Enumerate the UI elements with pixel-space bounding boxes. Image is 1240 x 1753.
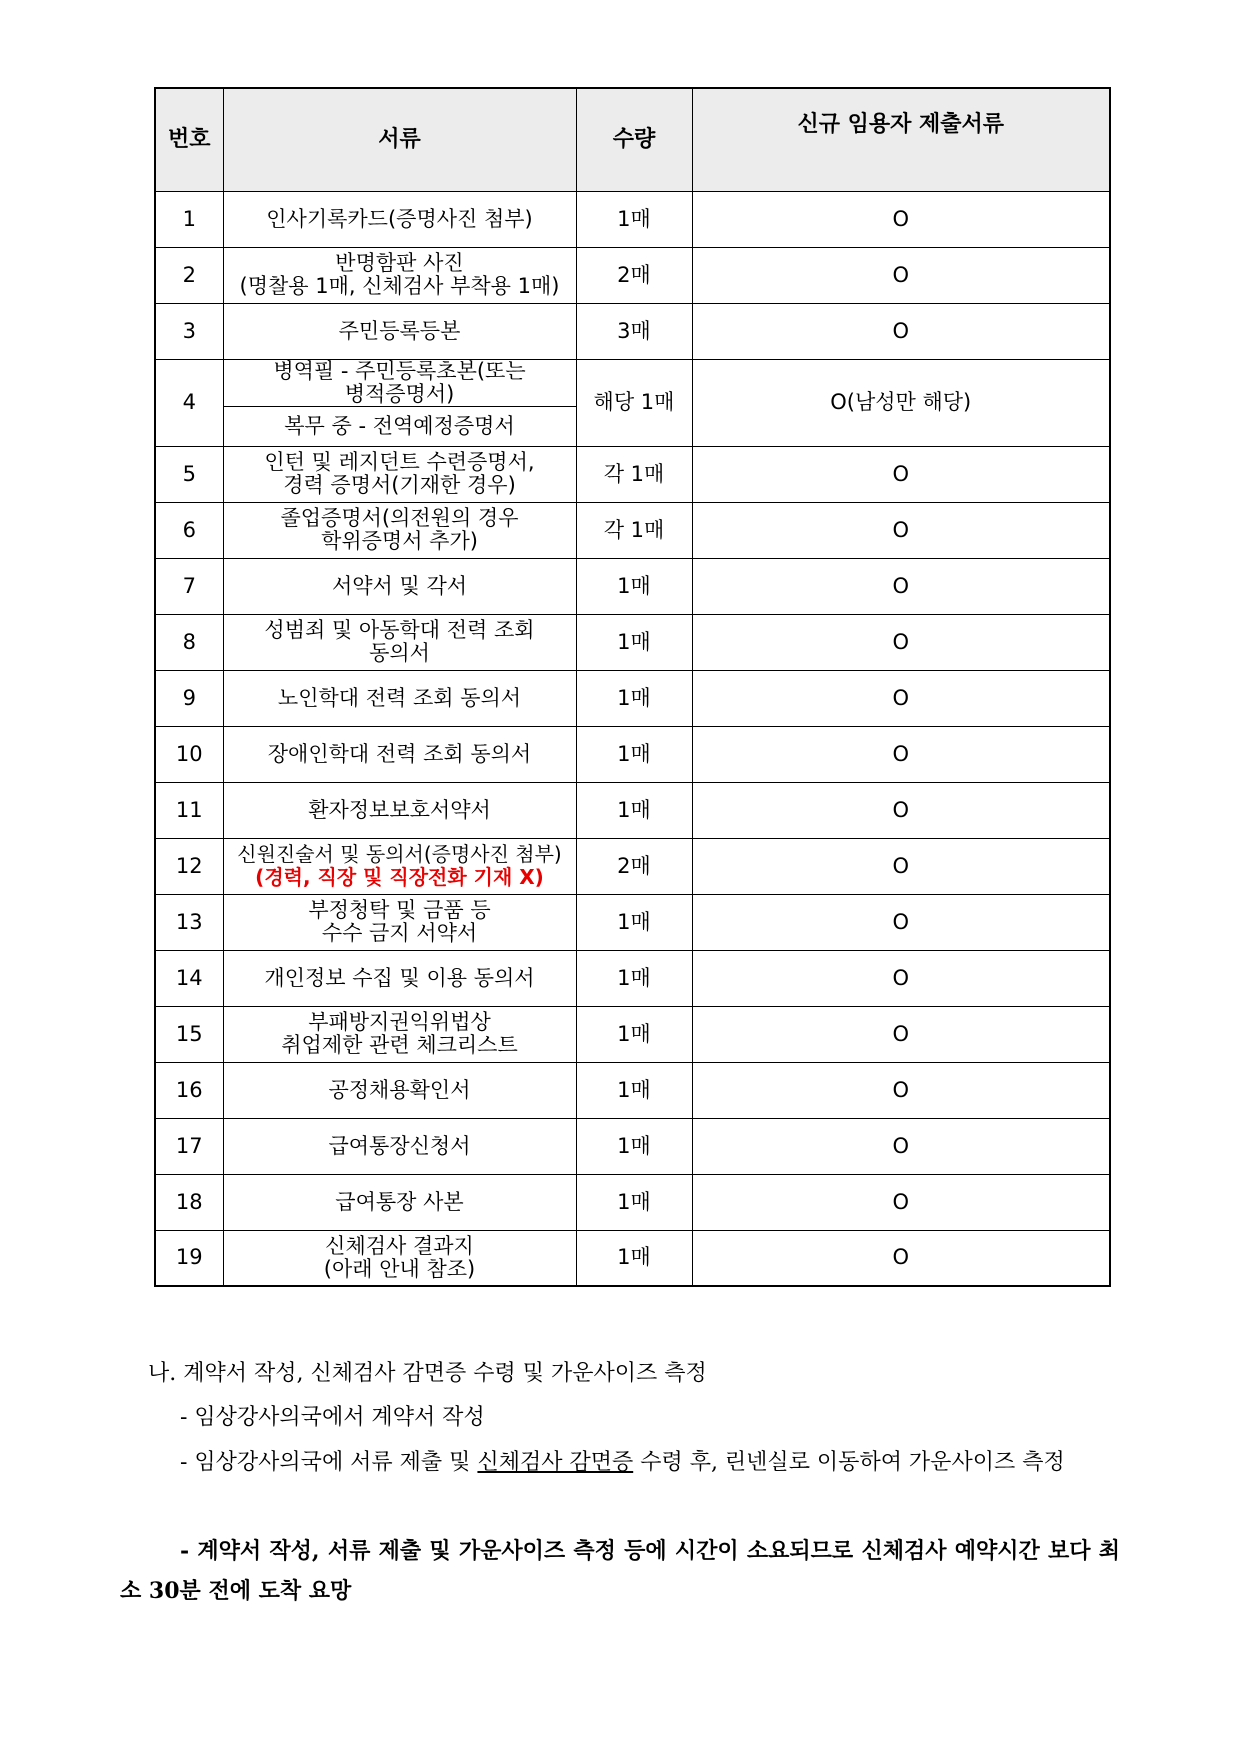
row-quantity: 1매: [576, 1062, 692, 1118]
document-name-line: 신체검사 결과지: [325, 1233, 474, 1258]
table-row: [155, 1006, 1110, 1062]
row-submission-mark: O: [692, 303, 1110, 359]
exemption-certificate-text: 신체검사 감면증: [477, 1450, 634, 1475]
row-submission-mark: O: [692, 782, 1110, 838]
row-number: 19: [155, 1230, 223, 1286]
header-quantity: 수량: [576, 88, 692, 191]
row-number: 10: [155, 726, 223, 782]
document-name-line: 수수 금지 서약서: [321, 921, 478, 945]
row-submission-mark: O(남성만 해당): [692, 359, 1110, 446]
row-quantity: 1매: [576, 670, 692, 726]
row-number: 2: [155, 247, 223, 303]
row-submission-mark: O: [692, 1006, 1110, 1062]
row-submission-mark: O: [692, 247, 1110, 303]
table-row: [155, 359, 1110, 406]
document-name-line: 병역필 - 주민등록초본(또는: [273, 358, 526, 383]
row-number: 8: [155, 614, 223, 670]
row-submission-mark: O: [692, 1174, 1110, 1230]
row-submission-mark: O: [692, 1230, 1110, 1286]
document-name: [223, 614, 576, 670]
document-name: [223, 191, 576, 247]
document-name-line: 성범죄 및 아동학대 전력 조회: [264, 618, 535, 642]
document-name: [223, 782, 576, 838]
row-quantity: 해당 1매: [576, 359, 692, 446]
table-row: [155, 303, 1110, 359]
table-row: [155, 614, 1110, 670]
row-submission-mark: O: [692, 1062, 1110, 1118]
table-row: [155, 1230, 1110, 1286]
table-row: [155, 446, 1110, 502]
table-row: [155, 894, 1110, 950]
document-name-line: 급여통장신청서: [328, 1133, 471, 1158]
document-name: [223, 1062, 576, 1118]
row-number: 4: [155, 359, 223, 446]
row-number: 3: [155, 303, 223, 359]
row-quantity: 1매: [576, 1006, 692, 1062]
row-number: 1: [155, 191, 223, 247]
document-name-line: 개인정보 수집 및 이용 동의서: [264, 965, 535, 990]
row-quantity: 1매: [576, 1174, 692, 1230]
row-quantity: 3매: [576, 303, 692, 359]
row-submission-mark: O: [692, 838, 1110, 894]
document-name-line: 취업제한 관련 체크리스트: [281, 1033, 518, 1057]
table-body: [155, 191, 1110, 1286]
table-row: [155, 950, 1110, 1006]
row-submission-mark: O: [692, 446, 1110, 502]
section-heading: 나. 계약서 작성, 신체검사 감면증 수령 및 가운사이즈 측정: [148, 1361, 707, 1386]
row-number: 5: [155, 446, 223, 502]
document-name: [223, 894, 576, 950]
table-row: [155, 782, 1110, 838]
row-quantity: 1매: [576, 1118, 692, 1174]
bullet-submission-pre: - 임상강사의국에 서류 제출 및: [180, 1450, 478, 1475]
document-name-line: 장애인학대 전력 조회 동의서: [267, 741, 532, 766]
table-row: [155, 191, 1110, 247]
document-name: [223, 1006, 576, 1062]
row-submission-mark: O: [692, 614, 1110, 670]
row-number: 7: [155, 558, 223, 614]
row-number: 12: [155, 838, 223, 894]
document-name-line: 인사기록카드(증명사진 첨부): [266, 206, 533, 231]
row-number: 14: [155, 950, 223, 1006]
document-name: [223, 303, 576, 359]
bullet-contract: - 임상강사의국에서 계약서 작성: [180, 1405, 485, 1430]
row-submission-mark: O: [692, 670, 1110, 726]
table-row: [155, 726, 1110, 782]
document-name-line: (명찰용 1매, 신체검사 부착용 1매): [239, 274, 560, 298]
document-name-line: 공정채용확인서: [328, 1077, 471, 1102]
document-name: [223, 558, 576, 614]
row-quantity: 1매: [576, 191, 692, 247]
table-header-row: [155, 88, 1110, 191]
row-number: 16: [155, 1062, 223, 1118]
document-warning-note: (경력, 직장 및 직장전화 기재 X): [255, 865, 544, 889]
table-row: [155, 1174, 1110, 1230]
table-row: [155, 838, 1110, 894]
document-name-line: 동의서: [369, 641, 430, 665]
row-submission-mark: O: [692, 950, 1110, 1006]
row-quantity: 1매: [576, 1230, 692, 1286]
row-quantity: 1매: [576, 614, 692, 670]
row-quantity: 2매: [576, 247, 692, 303]
document-name-line: 부패방지권익위법상: [308, 1010, 491, 1034]
document-name-line: (아래 안내 참조): [323, 1256, 476, 1281]
row-quantity: 각 1매: [576, 446, 692, 502]
table-row: [155, 558, 1110, 614]
header-number: 번호: [155, 88, 223, 191]
document-name: [223, 502, 576, 558]
document-name-line: 졸업증명서(의전원의 경우: [280, 506, 519, 530]
document-name: [223, 726, 576, 782]
document-name-line: 경력 증명서(기재한 경우): [283, 473, 516, 497]
document-name-line: 급여통장 사본: [335, 1189, 464, 1214]
header-document: 서류: [223, 88, 576, 191]
table-row: [155, 670, 1110, 726]
row-quantity: 2매: [576, 838, 692, 894]
row-submission-mark: O: [692, 558, 1110, 614]
row-quantity: 1매: [576, 782, 692, 838]
bullet-submission-post: 수령 후, 린넨실로 이동하여 가운사이즈 측정: [633, 1450, 1065, 1475]
row-number: 17: [155, 1118, 223, 1174]
row-quantity: 1매: [576, 726, 692, 782]
document-name: [223, 1174, 576, 1230]
document-name: [223, 670, 576, 726]
document-name-line: 병적증명서): [344, 381, 455, 406]
document-name: [223, 950, 576, 1006]
table-row: [155, 247, 1110, 303]
header-submission: 신규 임용자 제출서류: [692, 88, 1110, 191]
document-name-line: 인턴 및 레지던트 수련증명서,: [264, 450, 535, 474]
row-quantity: 1매: [576, 894, 692, 950]
row-number: 9: [155, 670, 223, 726]
document-name: [223, 1230, 576, 1286]
document-name-line: 노인학대 전력 조회 동의서: [277, 685, 522, 710]
document-name: [223, 1118, 576, 1174]
document-name-line: 반명함판 사진: [335, 251, 464, 275]
document-name-line: 서약서 및 각서: [331, 573, 468, 598]
row-submission-mark: O: [692, 191, 1110, 247]
bullet-submission: [120, 1443, 1120, 1483]
document-name: [223, 838, 576, 894]
document-name: [223, 247, 576, 303]
row-quantity: 각 1매: [576, 502, 692, 558]
table-row: [155, 502, 1110, 558]
row-number: 13: [155, 894, 223, 950]
documents-table: [154, 87, 1111, 1287]
bullet-arrival-notice: - 계약서 작성, 서류 제출 및 가운사이즈 측정 등에 시간이 소요되므로 신체검사 예약시간 보다 최소 30분 전에 도착 요망: [120, 1538, 1120, 1604]
table-row: [155, 1062, 1110, 1118]
document-name-line: 부정청탁 및 금품 등: [308, 898, 491, 922]
row-quantity: 1매: [576, 558, 692, 614]
document-name-line: 주민등록등본: [338, 318, 461, 343]
document-name-line: 환자정보보호서약서: [308, 797, 491, 822]
row-number: 6: [155, 502, 223, 558]
row-submission-mark: O: [692, 894, 1110, 950]
document-name: [223, 446, 576, 502]
row-quantity: 1매: [576, 950, 692, 1006]
document-name: 복무 중 - 전역예정증명서: [223, 406, 576, 446]
document-name: [223, 359, 576, 406]
document-name-line: 학위증명서 추가): [321, 529, 478, 553]
table-row: [155, 1118, 1110, 1174]
row-submission-mark: O: [692, 1118, 1110, 1174]
row-number: 15: [155, 1006, 223, 1062]
row-number: 11: [155, 782, 223, 838]
document-name-line: 신원진술서 및 동의서(증명사진 첨부): [237, 842, 562, 866]
row-number: 18: [155, 1174, 223, 1230]
row-submission-mark: O: [692, 726, 1110, 782]
row-submission-mark: O: [692, 502, 1110, 558]
